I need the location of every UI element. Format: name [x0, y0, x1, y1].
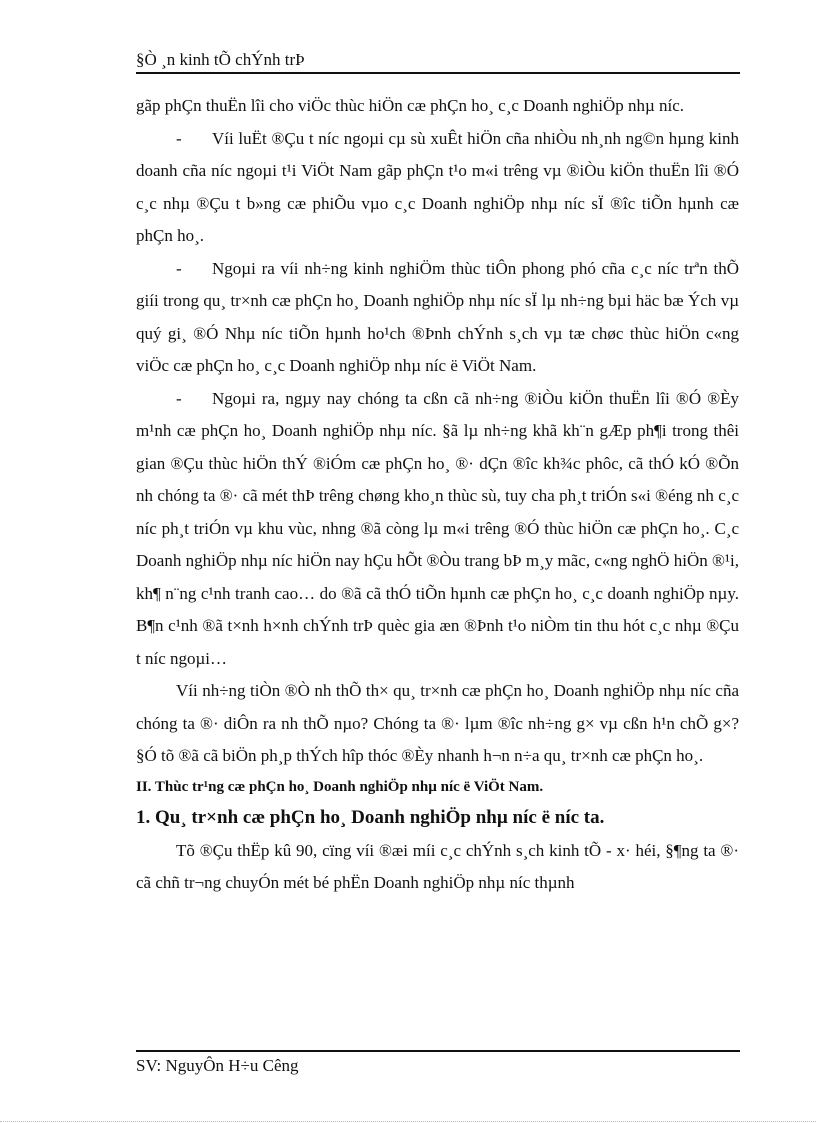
paragraph-intro-question: Víi nh÷ng tiÒn ®Ò nh thÕ th× qu¸ tr×nh cæ phÇn ho¸ Doanh nghiÖp nhµ níc cña chóng ta ®· diÔn ra nh thÕ nµo? Chóng ta ®· lµm ®îc nh÷ng g× vµ cßn h¹n chÕ g×? §Ó tõ ®ã cã biÖn ph¸p thÝch hîp thóc ®Èy nhanh h¬n n÷a qu¸ tr×nh cæ phÇn ho¸.: [136, 681, 739, 765]
bullet-paragraph-1: [136, 123, 739, 253]
paragraph-continuation: gãp phÇn thuËn lîi cho viÖc thùc hiÖn cæ phÇn ho¸ c¸c Doanh nghiÖp nhµ níc.: [136, 96, 685, 115]
bullet-text-3: Ngoµi ra, ngµy nay chóng ta cßn cã nh÷ng ®iÒu kiÖn thuËn lîi ®Ó ®Èy m¹nh cæ phÇn ho¸ Doanh nghiÖp nhµ níc. §ã lµ nh÷ng khã kh¨n gÆp ph¶i trong thêi gian ®Çu thùc hiÖn thÝ ®iÓm cæ phÇn ho¸ ®· dÇn ®îc kh¾c phôc, cã thÓ kÓ ®Õn nh chóng ta ®· cã mét thÞ trêng chøng kho¸n thùc sù, tuy cha ph¸t triÓn s«i ®éng nh c¸c níc ph¸t triÓn vµ khu vùc, nhng ®ã còng lµ m«i trêng ®Ó thùc hiÖn cæ phÇn ho¸. C¸c Doanh nghiÖp nhµ níc hiÖn nay hÇu hÕt ®Òu trang bÞ m¸y mãc, c«ng nghÖ hiÖn ®¹i, kh¶ n¨ng c¹nh tranh cao… do ®ã cã thÓ tiÕn hµnh cæ phÇn ho¸ c¸c doanh nghiÖp nµy. B¶n c¹nh ®ã t×nh h×nh chÝnh trÞ quèc gia æn ®Þnh t¹o niÒm tin thu hót c¸c nhµ ®Çu t níc ngoµi…: [136, 388, 739, 668]
header-title: §Ò ¸n kinh tÕ chÝnh trÞ: [136, 50, 305, 69]
document-body: [136, 90, 739, 900]
section-title: II. Thùc tr¹ng cæ phÇn ho¸ Doanh nghiÖp nhµ níc ë ViÖt Nam.: [136, 778, 544, 795]
page-footer: [136, 1050, 740, 1076]
bullet-text-1: Víi luËt ®Çu t níc ngoµi cµ sù xuÊt hiÖn cña nhiÒu nh¸nh ng©n hµng kinh doanh cña níc ngoµi t¹i ViÖt Nam gãp phÇn t¹o m«i trêng vµ ®iÒu kiÖn thuËn lîi ®Ó c¸c nhµ ®Çu t b»ng cæ phiÕu vµo c¸c Doanh nghiÖp nhµ níc sÏ ®îc tiÕn hµnh cæ phÇn ho¸.: [136, 128, 739, 245]
page-edge-divider: [0, 1121, 816, 1122]
bullet-dash: -: [176, 128, 182, 148]
footer-author: SV: NguyÔn H÷u Cêng: [136, 1056, 299, 1075]
paragraph-final: Tõ ®Çu thËp kû 90, cïng víi ®æi míi c¸c chÝnh s¸ch kinh tÕ - x· héi, §¶ng ta ®· cã chñ tr¬ng chuyÓn mét bé phËn Doanh nghiÖp nhµ níc thµnh: [136, 840, 739, 892]
bullet-dash: -: [176, 258, 182, 278]
page-header: [136, 48, 740, 74]
bullet-paragraph-2: [136, 253, 739, 383]
subsection-title: 1. Qu¸ tr×nh cæ phÇn ho¸ Doanh nghiÖp nhµ níc ë níc ta.: [136, 806, 605, 828]
bullet-dash: -: [176, 388, 182, 408]
bullet-paragraph-3: [136, 383, 739, 676]
bullet-text-2: Ngoµi ra víi nh÷ng kinh nghiÖm thùc tiÔn phong phó cña c¸c níc trªn thÕ giíi trong qu¸ tr×nh cæ phÇn ho¸ Doanh nghiÖp nhµ níc sÏ lµ nh÷ng bµi häc bæ Ých vµ quý gi¸ ®Ó Nhµ níc tiÕn hµnh ho¹ch ®Þnh chÝnh s¸ch vµ tæ chøc thùc hiÖn c«ng viÖc cæ phÇn ho¸ c¸c Doanh nghiÖp nhµ níc ë ViÖt Nam.: [136, 258, 739, 375]
